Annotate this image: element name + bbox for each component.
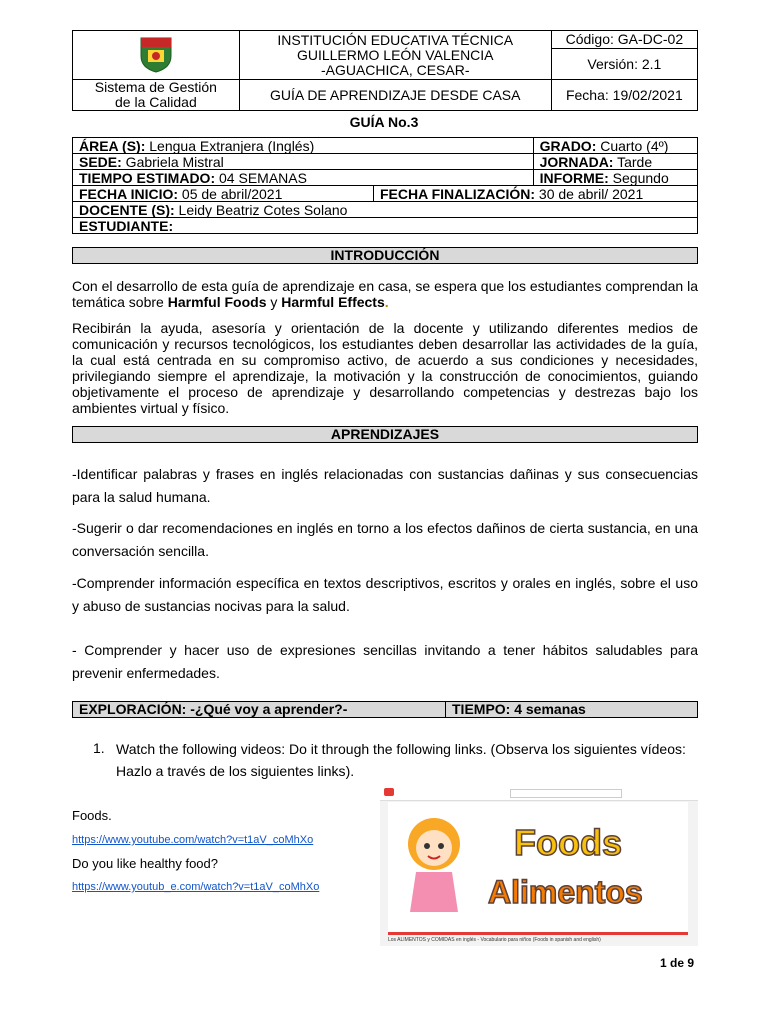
exploracion-table: [72, 701, 698, 718]
sede-field: SEDE: Gabriela Mistral: [73, 154, 534, 170]
intro-paragraph-1: Con el desarrollo de esta guía de aprendizaje en casa, se espera que los estudiantes comprendan la temática sobre Harmful Foods y Harmful Effects.: [72, 278, 698, 310]
institution-name: INSTITUCIÓN EDUCATIVA TÉCNICA GUILLERMO LEÓN VALENCIA -AGUACHICA, CESAR-: [239, 31, 551, 80]
docente-field: DOCENTE (S): Leidy Beatriz Cotes Solano: [73, 202, 698, 218]
school-crest-icon: [136, 34, 176, 74]
exploracion-label: EXPLORACIÓN: -¿Qué voy a aprender?-: [73, 702, 446, 718]
guide-title: GUÍA DE APRENDIZAJE DESDE CASA: [239, 80, 551, 111]
logo-cell: [73, 31, 240, 80]
exploracion-tiempo: TIEMPO: 4 semanas: [446, 702, 698, 718]
intro-heading: INTRODUCCIÓN: [72, 247, 698, 264]
video-link-healthy[interactable]: https://www.youtub_e.com/watch?v=t1aV_coMhXo: [72, 881, 320, 893]
video-caption: Los ALIMENTOS y COMIDAS en inglés - Vocabulario para niños (Foods in spanish and english): [388, 937, 601, 943]
doc-version: Versión: 2.1: [587, 56, 662, 72]
aprendizaje-item: - Comprender y hacer uso de expresiones sencillas invitando a tener hábitos saludables para prevenir enfermedades.: [72, 642, 698, 681]
video-label-foods: Foods.: [72, 808, 112, 823]
aprendizajes-heading: APRENDIZAJES: [72, 426, 698, 443]
video-link-foods[interactable]: https://www.youtube.com/watch?v=t1aV_coMhXo: [72, 834, 314, 846]
video-label-healthy: Do you like healthy food?: [72, 856, 218, 871]
youtube-logo-icon: [384, 788, 394, 796]
youtube-topbar: [380, 786, 698, 801]
doc-code: Código: GA-DC-02: [552, 31, 697, 49]
jornada-field: JORNADA: Tarde: [533, 154, 697, 170]
aprendizaje-item: -Sugerir o dar recomendaciones en inglés en torno a los efectos dañinos de cierta sustancia, en una conversación sencilla.: [72, 520, 698, 559]
quality-system: Sistema de Gestión de la Calidad: [73, 80, 240, 111]
aprendizaje-item: -Comprender información específica en textos descriptivos, escritos y orales en inglés, sobre el uso y abuso de sustancias nocivas para la salud.: [72, 575, 698, 614]
step-instruction: Watch the following videos: Do it through the following links. (Observa los siguientes vídeos: Hazlo a través de los siguientes links).: [116, 741, 686, 779]
step-number: 1.: [93, 740, 105, 756]
thumb-title-foods: Foods: [514, 822, 622, 863]
thumb-title-alimentos: Alimentos: [488, 874, 643, 910]
video-progress-bar[interactable]: [388, 932, 688, 935]
header-table: [72, 30, 698, 111]
fecha-fin-field: FECHA FINALIZACIÓN: 30 de abril/ 2021: [374, 186, 698, 202]
estudiante-field: ESTUDIANTE:: [73, 218, 698, 234]
intro-paragraph-2: Recibirán la ayuda, asesoría y orientación de la docente y utilizando diferentes medios de comunicación y recursos tecnológicos, los estudiantes deben desarrollar las actividades de la guía, la cual está centrada en su compromiso activo, de acuerdo a sus condiciones y necesidades, privilegiando siempre el aprendizaje, la motivación y la construcción de conocimientos, guiando objetivamente el proceso de aprendizaje y desarrollando competencias y destrezas bajo los ambientes virtual y físico.: [72, 320, 698, 416]
grado-field: GRADO: Cuarto (4º): [533, 138, 697, 154]
video-frame: [388, 802, 688, 932]
tiempo-field: TIEMPO ESTIMADO: 04 SEMANAS: [73, 170, 534, 186]
aprendizaje-item: -Identificar palabras y frases en inglés relacionadas con sustancias dañinas y sus consecuencias para la salud humana.: [72, 466, 698, 505]
video-thumbnail[interactable]: [380, 786, 698, 946]
youtube-search-icon: [510, 789, 622, 798]
fecha-inicio-field: FECHA INICIO: 05 de abril/2021: [73, 186, 374, 202]
informe-field: INFORME: Segundo: [533, 170, 697, 186]
code-version-cell: [551, 31, 697, 80]
page-number: 1 de 9: [660, 956, 695, 970]
cartoon-girl-icon: [394, 808, 474, 928]
area-field: ÁREA (S): Lengua Extranjera (Inglés): [73, 138, 534, 154]
doc-date: Fecha: 19/02/2021: [551, 80, 697, 111]
guide-number: GUÍA No.3: [349, 114, 419, 130]
info-table: [72, 137, 698, 234]
